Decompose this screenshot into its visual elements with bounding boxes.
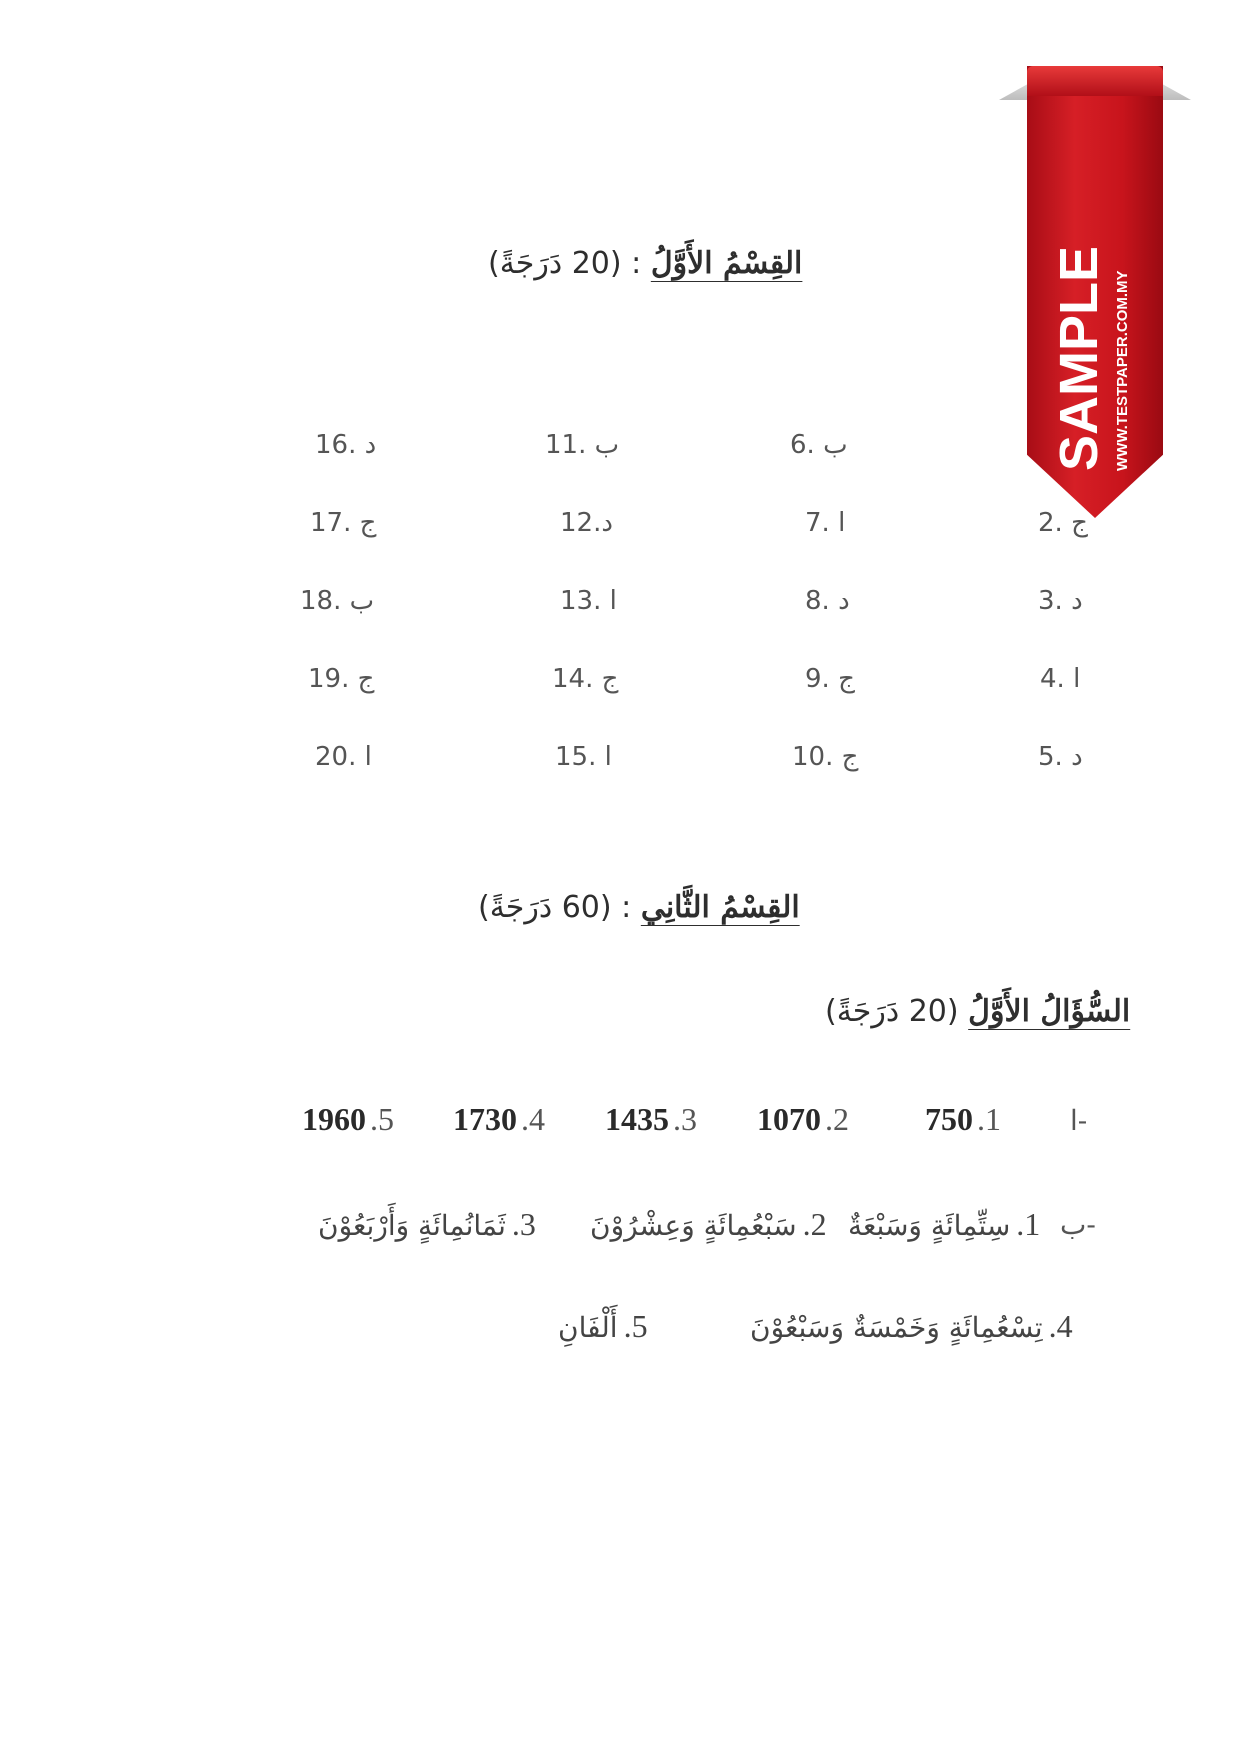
part-a-value: 1070 xyxy=(757,1101,821,1137)
answer-item: 7. ا xyxy=(805,508,846,538)
part-b-number: 3. xyxy=(511,1206,536,1242)
part-b-label: ب- xyxy=(1060,1208,1096,1241)
answer-item: 19. ج xyxy=(308,664,375,694)
answer-item: 14. ج xyxy=(552,664,619,694)
part-a-item-2 xyxy=(757,1100,849,1138)
part-a-item-3 xyxy=(605,1100,697,1138)
part-a-number: .1 xyxy=(977,1101,1001,1137)
answer-item: 20. ا xyxy=(315,742,372,772)
part-b-item-1 xyxy=(848,1206,1040,1243)
answer-item: 13. ا xyxy=(560,586,617,616)
section-2-heading xyxy=(478,890,800,925)
part-b-item-3 xyxy=(318,1206,536,1243)
answer-item: 9. ج xyxy=(805,664,855,694)
section-1-marks: (20 دَرَجَةً) xyxy=(488,246,622,281)
section-2-separator: : xyxy=(621,890,632,925)
answer-item: 6. ب xyxy=(790,430,848,460)
part-a-number: .4 xyxy=(521,1101,545,1137)
section-1-title: القِسْمُ الأَوَّلُ xyxy=(650,246,803,281)
answer-item: 12.د xyxy=(560,508,613,538)
part-b-number: 1. xyxy=(1016,1206,1041,1242)
answer-item: 3. د xyxy=(1038,586,1083,616)
part-b-item-2 xyxy=(590,1206,827,1243)
answer-item: 11. ب xyxy=(545,430,620,460)
answer-item: 2. ج xyxy=(1038,508,1088,538)
ribbon-site-label: WWW.TESTPAPER.COM.MY xyxy=(1114,270,1131,471)
part-b-value: ثَمَانُمِائَةٍ وَأَرْبَعُوْنَ xyxy=(318,1209,506,1242)
part-a-number: .5 xyxy=(370,1101,394,1137)
part-b-number: 5. xyxy=(623,1308,648,1344)
part-b-value: تِسْعُمِائَةٍ وَخَمْسَةٌ وَسَبْعُوْنَ xyxy=(750,1311,1043,1344)
ribbon-top xyxy=(1027,66,1163,96)
section-1-heading xyxy=(488,246,802,281)
part-b-item-5 xyxy=(558,1308,648,1345)
ribbon-text xyxy=(1045,166,1145,496)
answer-item: 17. ج xyxy=(310,508,377,538)
part-a-label: ا- xyxy=(1070,1104,1088,1137)
part-a-value: 750 xyxy=(925,1101,973,1137)
section-2-marks: (60 دَرَجَةً) xyxy=(478,890,612,925)
answer-item: 15. ا xyxy=(555,742,612,772)
part-b-value: سِتِّمِائَةٍ وَسَبْعَةٌ xyxy=(848,1209,1011,1242)
ribbon-text-svg xyxy=(1045,166,1145,496)
answer-item: 16. د xyxy=(315,430,377,460)
part-b-number: 2. xyxy=(802,1206,827,1242)
part-a-number: .2 xyxy=(825,1101,849,1137)
part-a-item-4 xyxy=(453,1100,545,1138)
part-b-item-4 xyxy=(750,1308,1073,1345)
part-a-item-1 xyxy=(925,1100,1001,1138)
question-1-marks: (20 دَرَجَةً) xyxy=(825,994,959,1029)
part-a-value: 1730 xyxy=(453,1101,517,1137)
part-b-value: سَبْعُمِائَةٍ وَعِشْرُوْنَ xyxy=(590,1209,797,1242)
answer-item: 8. د xyxy=(805,586,850,616)
part-a-value: 1960 xyxy=(302,1101,366,1137)
sample-ribbon xyxy=(975,66,1215,536)
part-a-number: .3 xyxy=(673,1101,697,1137)
part-a-value: 1435 xyxy=(605,1101,669,1137)
part-b-value: أَلْفَانِ xyxy=(558,1311,618,1344)
part-a-item-5 xyxy=(302,1100,394,1138)
question-1-title: السُّؤَالُ الأَوَّلُ xyxy=(968,994,1131,1029)
answer-item: 10. ج xyxy=(792,742,859,772)
answer-item: 18. ب xyxy=(300,586,375,616)
section-1-separator: : xyxy=(631,246,642,281)
answer-item: 5. د xyxy=(1038,742,1083,772)
section-2-title: القِسْمُ الثَّانِي xyxy=(640,890,800,925)
question-1-heading xyxy=(825,994,1130,1029)
answer-item: 4. ا xyxy=(1040,664,1081,694)
part-b-number: 4. xyxy=(1048,1308,1073,1344)
ribbon-sample-label: SAMPLE xyxy=(1049,245,1109,471)
